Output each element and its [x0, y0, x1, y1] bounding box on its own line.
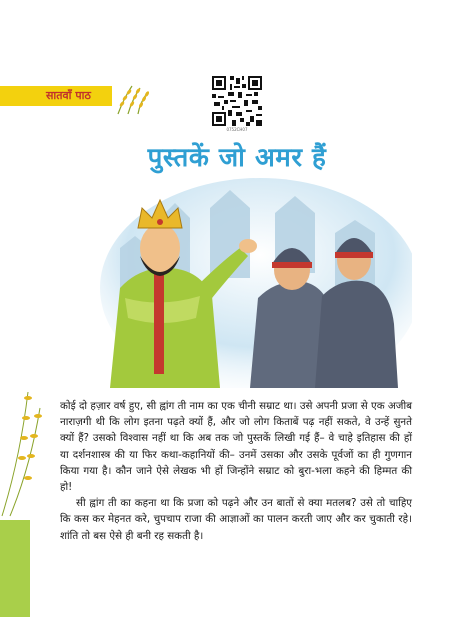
chapter-body — [60, 398, 412, 544]
chapter-label: सातवाँ पाठ — [46, 89, 91, 102]
emperor-illustration — [100, 178, 412, 388]
qr-code-label: 0752CH07 — [226, 127, 248, 132]
decorative-wheat-border — [0, 388, 46, 518]
side-color-strip — [0, 520, 30, 617]
page-title: पुस्तकें जो अमर हैं — [147, 143, 327, 173]
wheat-icon — [110, 80, 154, 116]
paragraph: सी ह्वांग ती का कहना था कि प्रजा को पढ़ने और उन बातों से क्या मतलब? उसे तो चाहिए कि कस कर मेहनत करे, चुपचाप राजा की आज्ञाओं का पालन करती जाए और कर चुकाती रहे। शांति तो बस ऐसे ही बनी रह सकती है। — [60, 497, 412, 542]
qr-code-icon — [212, 76, 262, 126]
paragraph: कोई दो हज़ार वर्ष हुए, सी ह्वांग ती नाम का एक चीनी सम्राट था। उसे अपनी प्रजा से एक अजीब नाराज़गी थी कि लोग इतना पढ़ते क्यों हैं, और जो लोग किताबें पढ़ नहीं सकते, वे उन्हें सुनते क्यों हैं? उसको विश्वास नहीं था कि अब तक जो पुस्तकें लिखी गई हैं– वे चाहे इतिहास की हों या दर्शनशास्त्र की या फिर कथा-कहानियों की– उनमें उसका और उसके पूर्वजों का ही गुणगान किया गया है। कौन जाने ऐसे लेखक भी हों जिन्होंने सम्राट को बुरा-भला कहने की हिम्मत की हो! — [60, 400, 412, 494]
